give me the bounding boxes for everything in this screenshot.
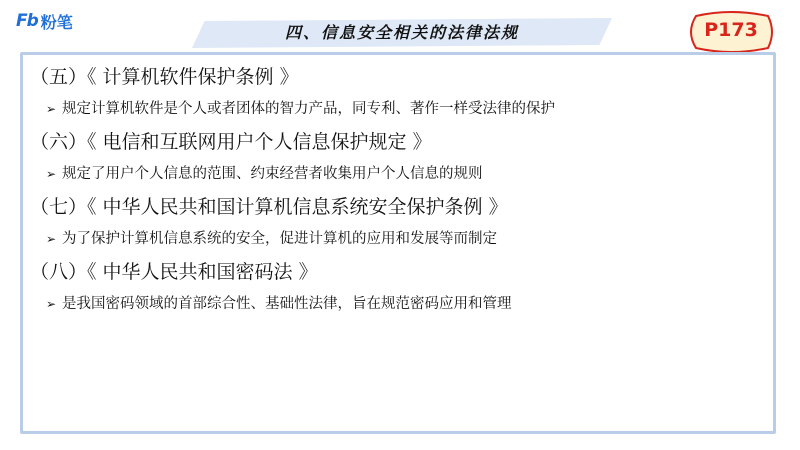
section-8 xyxy=(30,257,770,315)
logo-text: 粉笔 xyxy=(40,12,73,32)
section-5 xyxy=(30,62,770,120)
bullet-text: 规定计算机软件是个人或者团体的智力产品，同专利、著作一样受法律的保护 xyxy=(62,101,555,117)
section-7 xyxy=(30,192,770,250)
bullet-text: 是我国密码领域的首部综合性、基础性法律，旨在规范密码应用和管理 xyxy=(62,296,512,312)
arrow-right-icon: ➢ xyxy=(46,102,57,116)
section-6 xyxy=(30,127,770,185)
logo-mark: Fb xyxy=(16,11,38,31)
arrow-right-icon: ➢ xyxy=(46,167,57,181)
section-heading: （六）《 电信和互联网用户个人信息保护规定 》 xyxy=(30,131,432,153)
arrow-right-icon: ➢ xyxy=(46,232,57,246)
section-bullet xyxy=(46,228,770,250)
bullet-text: 为了保护计算机信息系统的安全，促进计算机的应用和发展等而制定 xyxy=(62,231,497,247)
arrow-right-icon: ➢ xyxy=(46,297,57,311)
page-number-badge xyxy=(688,10,774,54)
section-bullet xyxy=(46,98,770,120)
section-heading: （八）《 中华人民共和国密码法 》 xyxy=(30,261,318,283)
section-heading: （七）《 中华人民共和国计算机信息系统安全保护条例 》 xyxy=(30,196,508,218)
bullet-text: 规定了用户个人信息的范围、约束经营者收集用户个人信息的规则 xyxy=(62,166,483,182)
section-bullet xyxy=(46,163,770,185)
content xyxy=(30,62,770,322)
fenbi-logo xyxy=(16,10,73,32)
section-heading: （五）《 计算机软件保护条例 》 xyxy=(30,66,299,88)
section-bullet xyxy=(46,293,770,315)
page-number-label: P173 xyxy=(704,19,758,41)
page-title: 四、信息安全相关的法律法规 xyxy=(284,23,519,42)
